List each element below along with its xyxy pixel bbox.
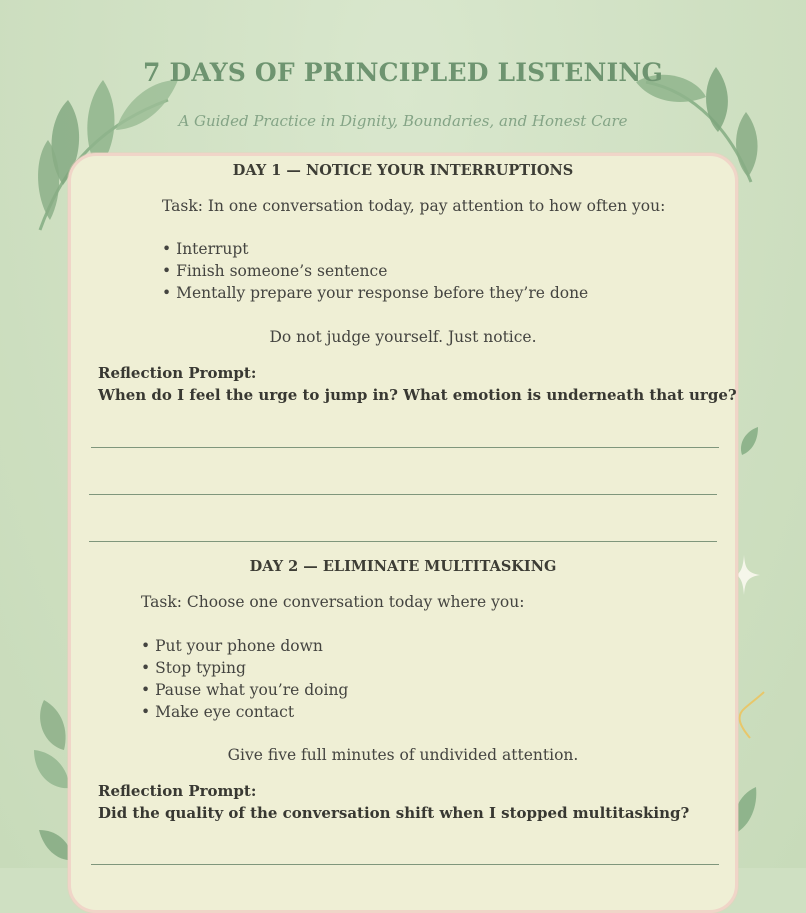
- day1-note: Do not judge yourself. Just notice.: [269, 328, 537, 346]
- day2-prompt-label: Reflection Prompt:: [98, 782, 257, 800]
- day1-answer-line-2[interactable]: [89, 494, 717, 495]
- day1-answer-line-3[interactable]: [89, 541, 717, 542]
- day2-note: Give five full minutes of undivided attention.: [227, 746, 579, 764]
- page-subtitle: A Guided Practice in Dignity, Boundaries, and Honest Care: [178, 112, 628, 130]
- day2-heading: DAY 2 — ELIMINATE MULTITASKING: [249, 558, 557, 575]
- day2-bullet-2: • Stop typing: [141, 659, 246, 677]
- day2-answer-line-1[interactable]: [91, 864, 719, 865]
- day1-prompt-label: Reflection Prompt:: [98, 364, 257, 382]
- day1-task: Task: In one conversation today, pay attention to how often you:: [162, 197, 666, 215]
- day1-answer-line-1[interactable]: [91, 447, 719, 448]
- leaf-small-right-icon: [738, 425, 760, 457]
- day2-bullet-4: • Make eye contact: [141, 703, 295, 721]
- day1-heading: DAY 1 — NOTICE YOUR INTERRUPTIONS: [232, 162, 574, 179]
- day1-bullet-2: • Finish someone’s sentence: [162, 262, 388, 280]
- day2-bullet-1: • Put your phone down: [141, 637, 323, 655]
- day2-bullet-3: • Pause what you’re doing: [141, 681, 349, 699]
- page-title: 7 DAYS OF PRINCIPLED LISTENING: [142, 58, 664, 87]
- day2-task: Task: Choose one conversation today where you:: [141, 593, 525, 611]
- day1-bullet-3: • Mentally prepare your response before they’re done: [162, 284, 589, 302]
- day1-bullet-1: • Interrupt: [162, 240, 249, 258]
- day1-prompt-question: When do I feel the urge to jump in? What emotion is underneath that urge?: [98, 386, 737, 404]
- day2-prompt-question: Did the quality of the conversation shift when I stopped multitasking?: [98, 804, 690, 822]
